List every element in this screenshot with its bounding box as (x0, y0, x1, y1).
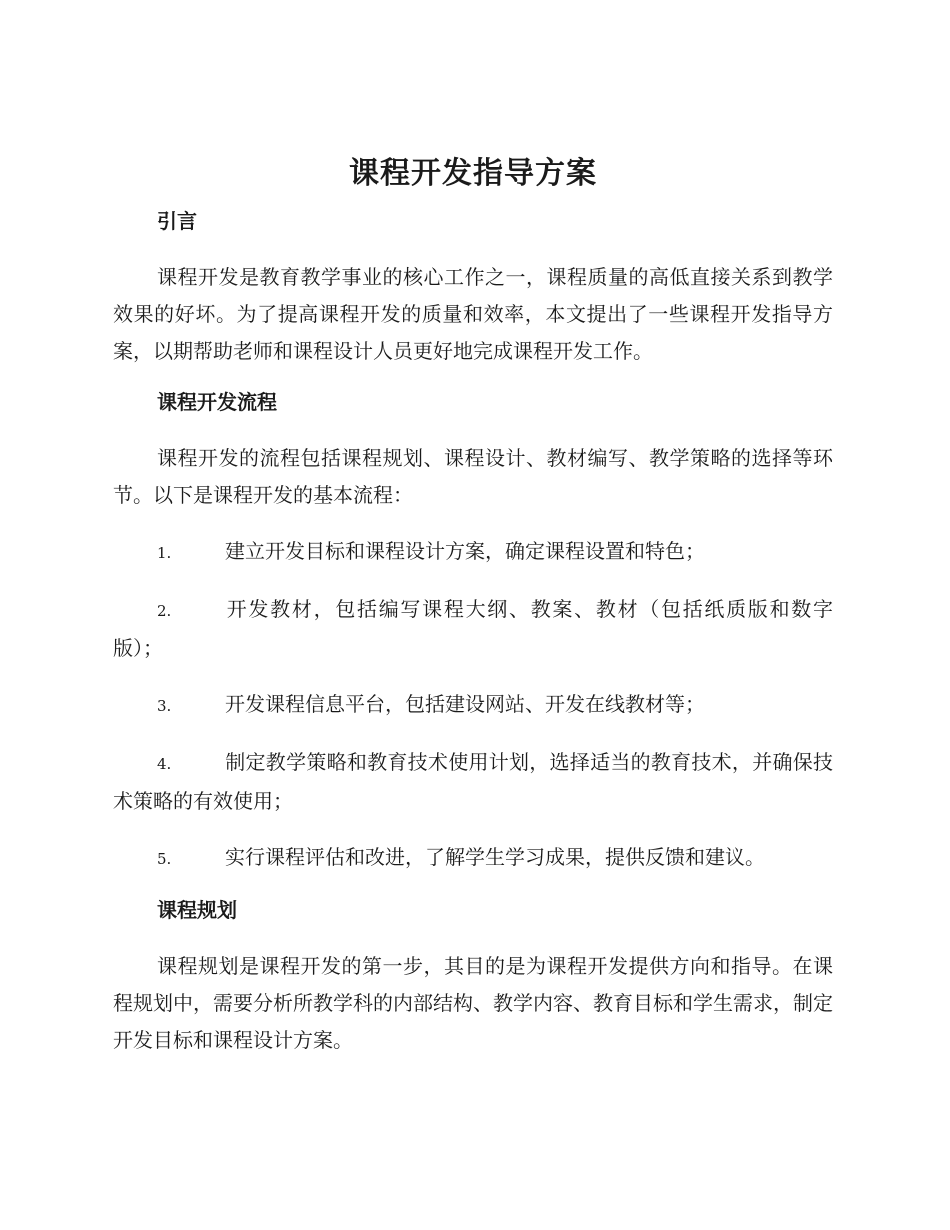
section-heading-process: 课程开发流程 (157, 390, 277, 414)
list-item (113, 533, 833, 572)
section-heading-planning: 课程规划 (157, 898, 237, 922)
list-item (113, 744, 833, 820)
section-heading-intro: 引言 (157, 209, 197, 233)
list-item-number: 4. (157, 755, 172, 773)
list-item (113, 686, 833, 725)
list-item (113, 591, 833, 667)
list-item-number: 5. (157, 850, 172, 868)
intro-paragraph: 课程开发是教育教学事业的核心工作之一，课程质量的高低直接关系到教学效果的好坏。为了提高课程开发的质量和效率，本文提出了一些课程开发指导方案，以期帮助老师和课程设计人员更好地完成课程开发工作。 (113, 265, 833, 363)
list-item (113, 839, 833, 878)
list-item-text: 开发教材，包括编写课程大纲、教案、教材（包括纸质版和数字版）； (113, 597, 833, 660)
list-item-number: 2. (157, 602, 172, 620)
list-item-text: 开发课程信息平台，包括建设网站、开发在线教材等； (225, 692, 705, 716)
list-item-number: 3. (157, 697, 172, 715)
list-item-text: 建立开发目标和课程设计方案，确定课程设置和特色； (225, 539, 705, 563)
planning-paragraph: 课程规划是课程开发的第一步，其目的是为课程开发提供方向和指导。在课程规划中，需要分析所教学科的内部结构、教学内容、教育目标和学生需求，制定开发目标和课程设计方案。 (113, 954, 833, 1052)
list-item-number: 1. (157, 544, 172, 562)
list-item-text: 实行课程评估和改进，了解学生学习成果，提供反馈和建议。 (225, 845, 765, 869)
list-item-text: 制定教学策略和教育技术使用计划，选择适当的教育技术，并确保技术策略的有效使用； (113, 750, 833, 813)
document-title: 课程开发指导方案 (349, 156, 597, 191)
document-body (113, 148, 833, 1059)
process-steps-list (113, 533, 833, 878)
process-paragraph: 课程开发的流程包括课程规划、课程设计、教材编写、教学策略的选择等环节。以下是课程开发的基本流程： (113, 446, 833, 507)
